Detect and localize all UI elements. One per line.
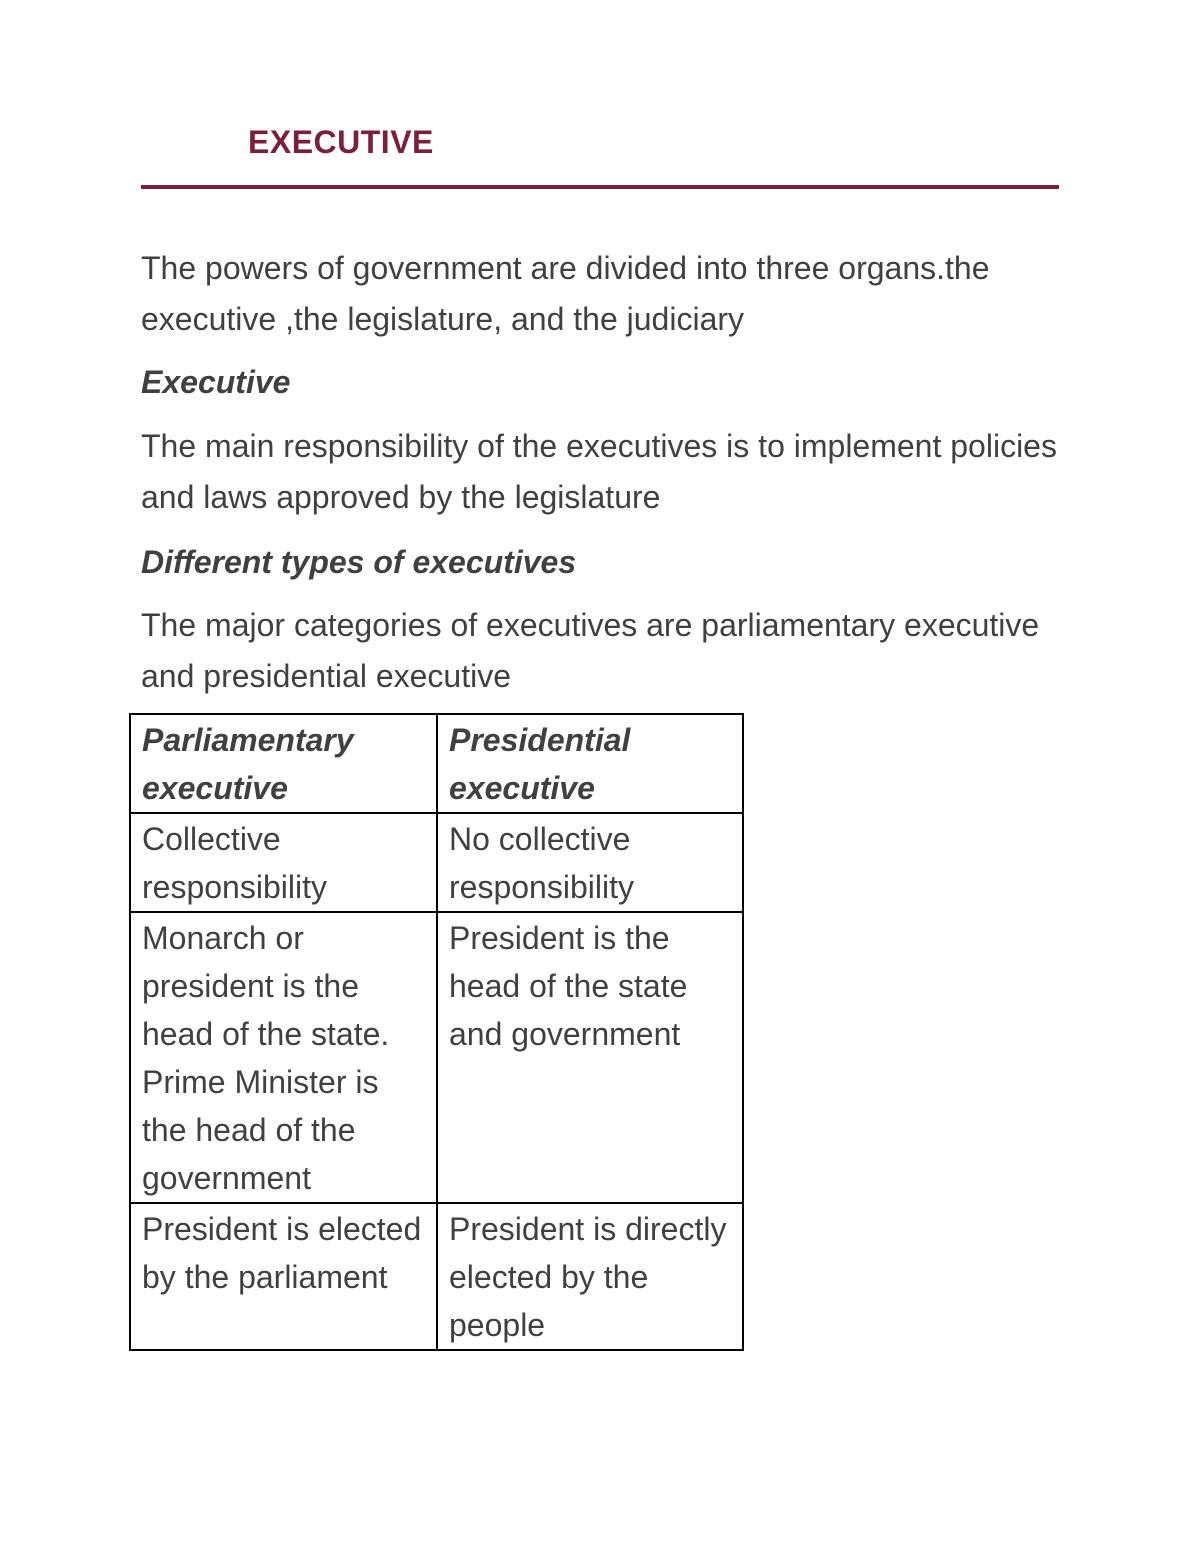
types-heading: Different types of executives <box>141 544 577 580</box>
types-paragraph: The major categories of executives are parliamentary executive and presidential executive <box>141 607 1040 694</box>
table-cell: President is directly elected by the people <box>437 1203 743 1350</box>
table-row <box>130 912 743 1203</box>
table-cell: No collective responsibility <box>437 813 743 912</box>
title-underline <box>141 185 1059 189</box>
table-cell: President is the head of the state and government <box>437 912 743 1203</box>
table-cell: President is elected by the parliament <box>130 1203 437 1350</box>
intro-paragraph: The powers of government are divided into three organs.the executive ,the legislature, and the judiciary <box>141 250 990 337</box>
table-row <box>130 813 743 912</box>
comparison-table <box>129 713 744 1351</box>
page-title: EXECUTIVE <box>248 124 434 160</box>
table-header-row <box>130 714 743 813</box>
executive-heading: Executive <box>141 364 291 400</box>
table-cell: Monarch or president is the head of the state. Prime Minister is the head of the government <box>130 912 437 1203</box>
header-parliamentary: Parliamentary executive <box>130 714 437 813</box>
table-row <box>130 1203 743 1350</box>
header-presidential: Presidential executive <box>437 714 743 813</box>
table-cell: Collective responsibility <box>130 813 437 912</box>
executive-paragraph: The main responsibility of the executives is to implement policies and laws approved by the legislature <box>141 428 1057 515</box>
